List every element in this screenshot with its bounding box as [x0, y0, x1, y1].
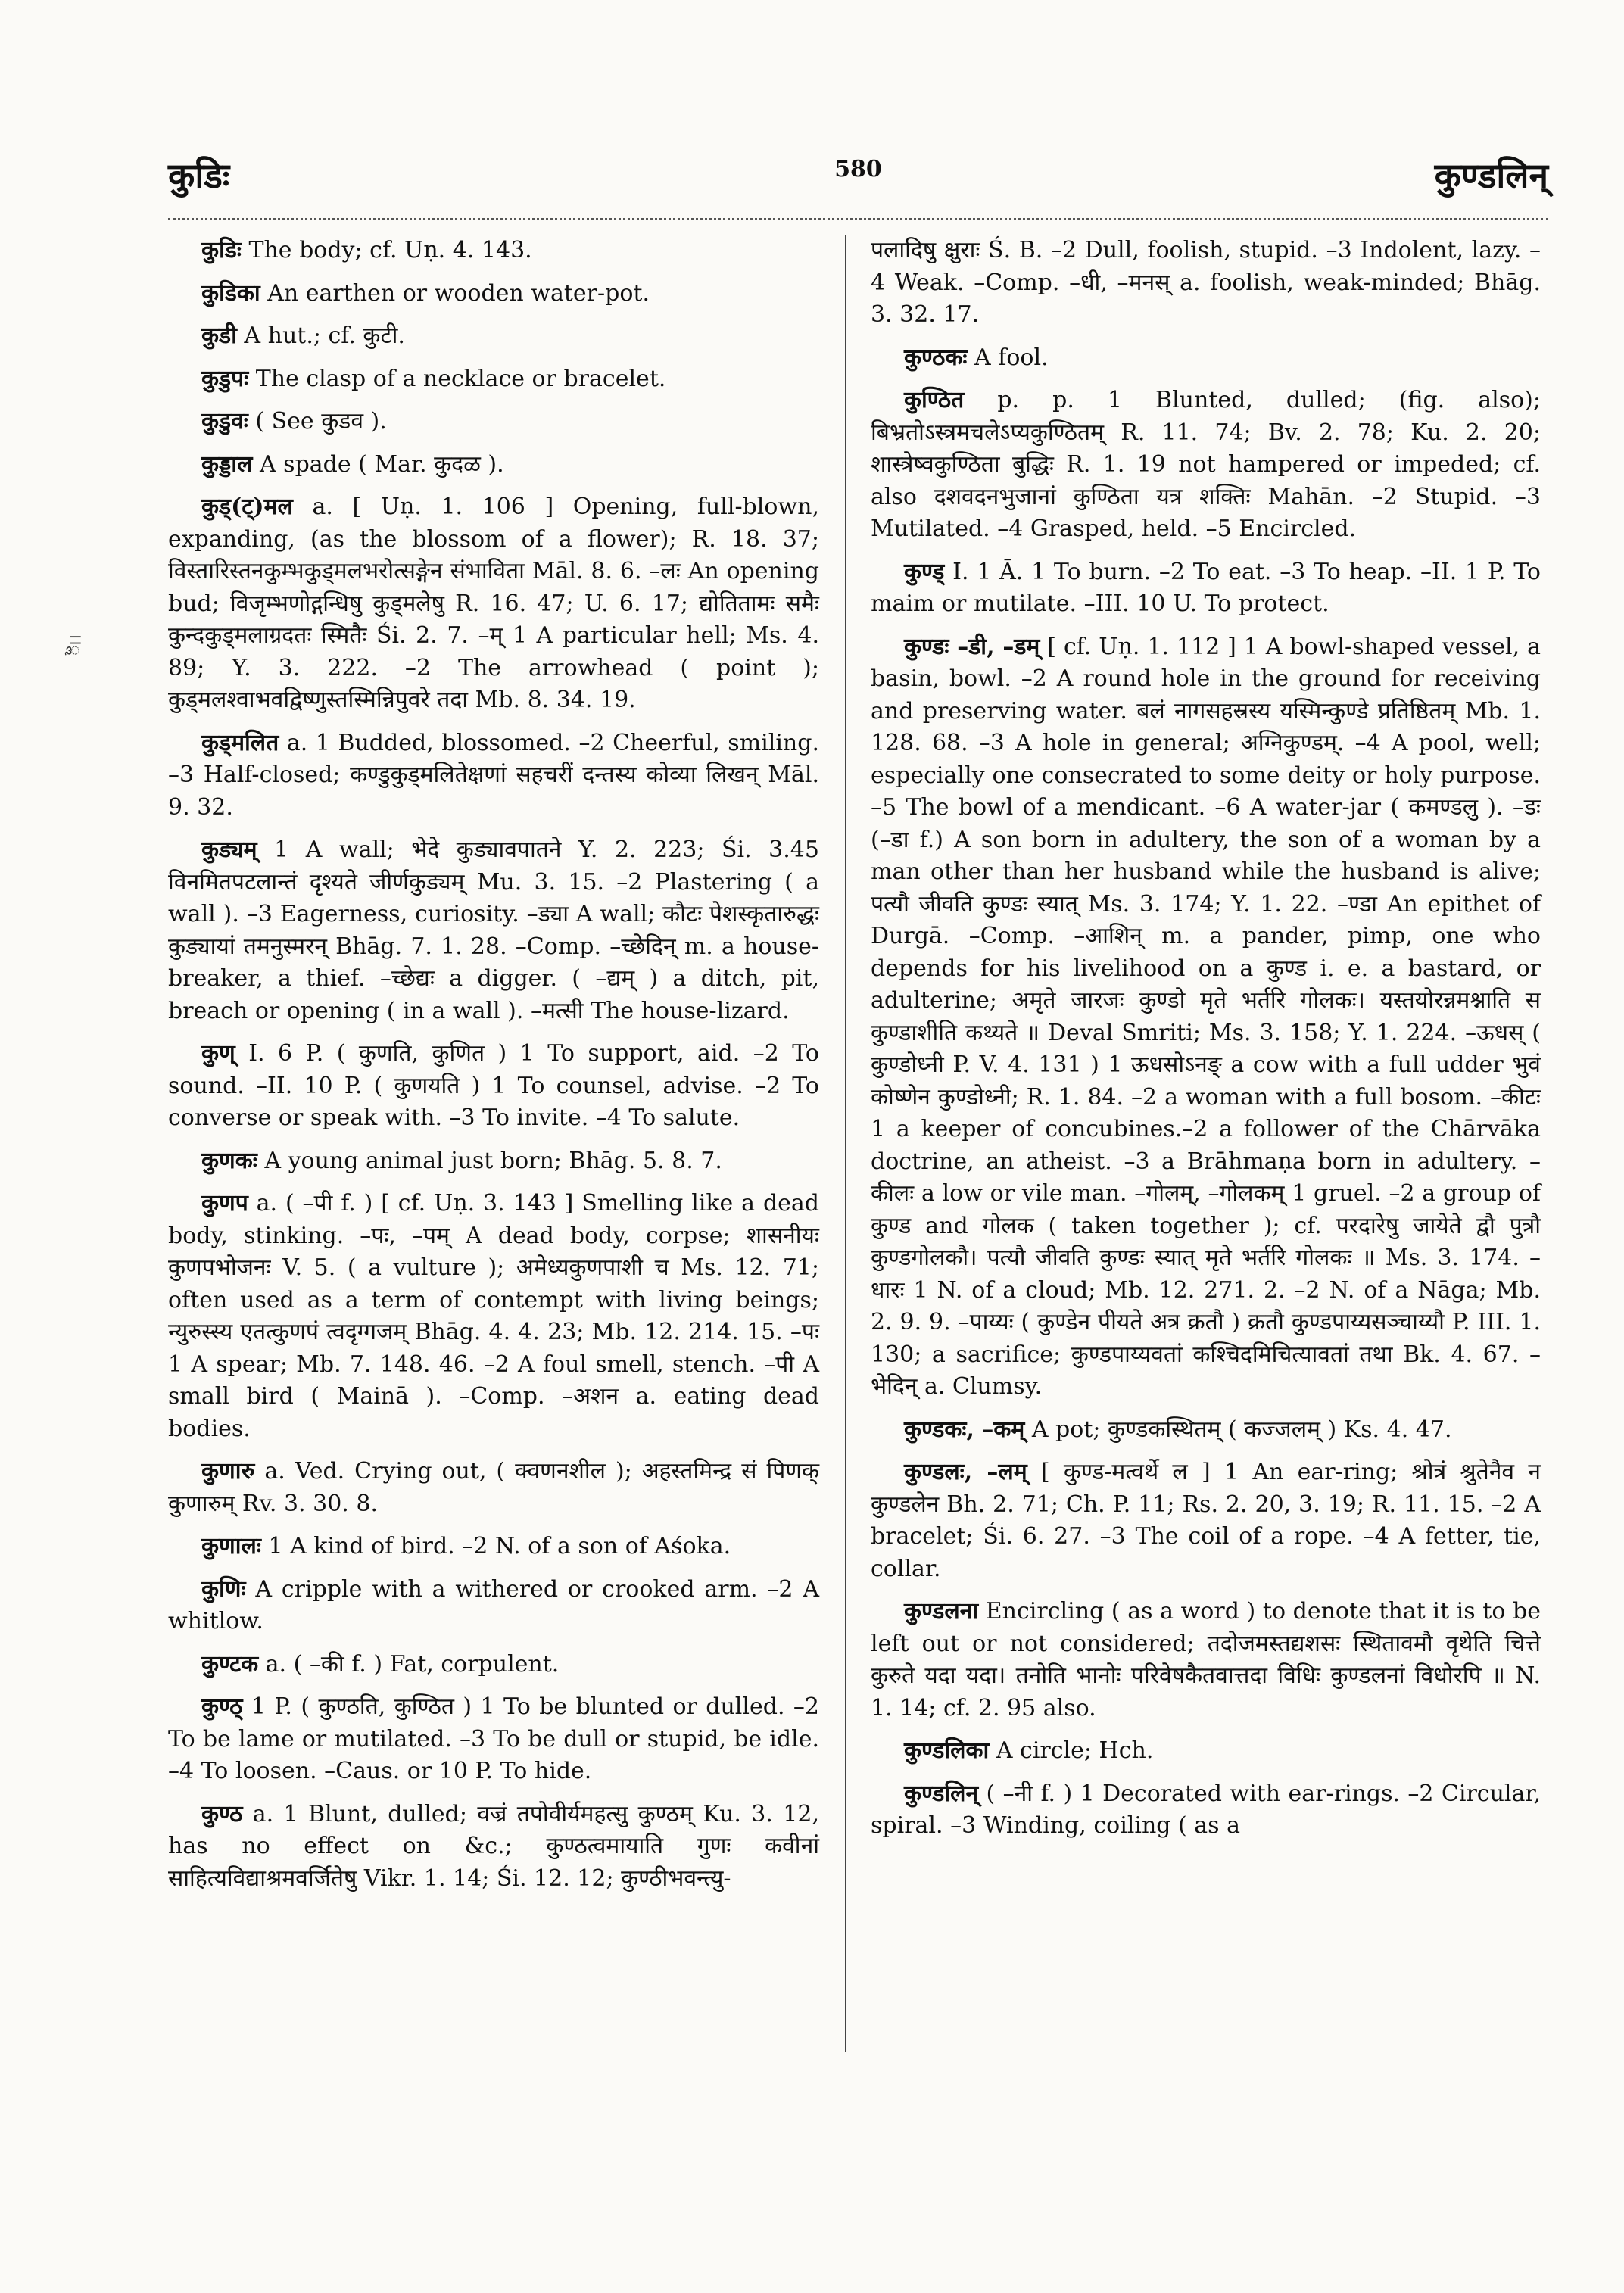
page-header [168, 151, 1548, 204]
dictionary-entry [168, 320, 819, 353]
dictionary-entry [168, 1649, 819, 1681]
entry-headword: कुण्डकः, –कम् [904, 1416, 1025, 1443]
entry-headword: कुडिः [201, 237, 242, 263]
entry-headword: कुणकः [201, 1147, 257, 1174]
entry-definition: Encircling ( as a word ) to denote that it is to be left out or not considered; तदोजमस्तद्यशसः स्थितावमौ वृथेति चित्ते कुरुते यदा यदा। तनोति भानोः परिवेषकैतवात्तदा विधिः कुण्डलनां विधोरपि ॥ N. 1. 14; cf. 2. 95 also. [871, 1598, 1541, 1721]
entry-definition: A pot; कुण्डकस्थितम् ( कज्जलम् ) Ks. 4. 47. [1031, 1416, 1452, 1443]
dictionary-entry [168, 1531, 819, 1563]
dictionary-entry [871, 1778, 1541, 1843]
dictionary-entry [168, 449, 819, 481]
entry-definition: I. 6 P. ( कुणति, कुणित ) 1 To support, aid. –2 To sound. –II. 10 P. ( कुणयति ) 1 To counsel, advise. –2 To converse or speak with. –3 To invite. –4 To salute. [168, 1040, 819, 1131]
dictionary-entry [168, 727, 819, 824]
dictionary-entry [871, 1596, 1541, 1724]
entry-definition: A young animal just born; Bhāg. 5. 8. 7. [264, 1147, 722, 1174]
entry-headword: कुण्टक [201, 1650, 259, 1678]
entry-headword: कुडुपः [201, 365, 249, 392]
entry-definition: I. 1 Ā. 1 To burn. –2 To eat. –3 To heap. –II. 1 P. To maim or mutilate. –III. 10 U. To protect. [871, 558, 1541, 617]
dictionary-entry [168, 1145, 819, 1178]
dictionary-entry [168, 235, 819, 267]
entry-definition: p. p. 1 Blunted, dulled; (fig. also); बिभ्रतोऽस्त्रमचलेऽप्यकुण्ठितम् R. 11. 74; Bv. 2. 78; Ku. 2. 20; शास्त्रेष्वकुण्ठिता बुद्धिः R. 1. 19 not hampered or impeded; cf. also दशवदनभुजानां कुण्ठिता यत्र शक्तिः Mahān. –2 Stupid. –3 Mutilated. –4 Grasped, held. –5 Encircled. [871, 387, 1541, 542]
header-right-word: कुण्डलिन् [1434, 155, 1548, 196]
entry-definition: A circle; Hch. [996, 1737, 1154, 1764]
entry-headword: कुण्ठ [201, 1800, 243, 1827]
entry-definition: A spade ( Mar. कुदळ ). [259, 450, 504, 478]
entry-definition: A hut.; cf. कुटी. [244, 322, 405, 349]
entry-definition: 1 A kind of bird. –2 N. of a son of Aśoka. [268, 1533, 731, 1559]
entry-definition: The body; cf. Uṇ. 4. 143. [248, 237, 532, 263]
entry-headword: कुणप [201, 1190, 248, 1217]
entry-headword: कुणिः [201, 1575, 246, 1603]
entry-headword: कुण्डलिका [904, 1737, 990, 1764]
right-column [871, 235, 1541, 1853]
header-divider [168, 218, 1548, 220]
header-left-word: कुडिः [168, 155, 230, 196]
dictionary-entry [168, 1456, 819, 1520]
entry-definition: [ cf. Uṇ. 1. 112 ] 1 A bowl-shaped vessel, a basin, bowl. –2 A round hole in the ground for receiving and preserving water. बलं नागसहस्रस्य यस्मिन्कुण्डे प्रतिष्ठितम् Mb. 1. 128. 68. –3 A hole in general; अग्निकुण्डम्. –4 A pool, well; especially one consecrated to some deity or holy purpose. –5 The bowl of a mendicant. –6 A water-jar ( कमण्डलु ). –डः (–डा f.) A son born in adultery, the son of a woman by a man other than her husband while the husband is alive; पत्यौ जीवति कुण्डः स्यात् Ms. 3. 174; Y. 1. 22. –ण्डा An epithet of Durgā. –Comp. –आशिन् m. a pander, pimp, one who depends for his livelihood on a कुण्ड i. e. a bastard, or adulterine; अमृते जारजः कुण्डो मृते भर्तरि गोलकः। यस्तयोरन्नमश्नाति स कुण्डाशीति कथ्यते ॥ Deval Smriti; Ms. 3. 158; Y. 1. 224. –ऊधस् ( कुण्डोध्नी P. V. 4. 131 ) 1 ऊधसोऽनङ् a cow with a full udder भुवं कोष्णेन कुण्डोध्नी; R. 1. 84. –2 a woman with a full bosom. –कीटः 1 a keeper of concubines.–2 a follower of the Chārvāka doctrine, an atheist. –3 a Brāhmaṇa born in adultery. –कीलः a low or vile man. –गोलम्, –गोलकम् 1 gruel. –2 a group of कुण्ड and गोलक ( taken together ); cf. परदारेषु जायेते द्वौ पुत्रौ कुण्डगोलकौ। पत्यौ जीवति कुण्डः स्यात् मृते भर्तरि गोलकः ॥ Ms. 3. 174. –धारः 1 N. of a cloud; Mb. 12. 271. 2. –2 N. of a Nāga; Mb. 2. 9. 9. –पाय्यः ( कुण्डेन पीयते अत्र क्रतौ ) क्रतौ कुण्डपाय्यसञ्चाय्यौ P. III. 1. 130; a sacrifice; कुण्डपाय्यवतां कश्चिदमिचित्यावतां तथा Bk. 4. 67. –भेदिन् a. Clumsy. [871, 633, 1541, 1400]
entry-headword: कुड्मलित [201, 729, 279, 756]
entry-definition: 1 A wall; भेदे कुड्यावपातने Y. 2. 223; Śi. 3.45 विनमितपटलान्तं दृश्यते जीर्णकुड्यम् Mu. 3. 15. –2 Plastering ( a wall ). –3 Eagerness, curiosity. –ड्या A wall; कौटः पेशस्कृतारुद्धः कुड्यायां तमनुस्मरन् Bhāg. 7. 1. 28. –Comp. –च्छेदिन् m. a house-breaker, a thief. –च्छेद्यः a digger. ( –द्यम् ) a ditch, pit, breach or opening ( in a wall ). –मत्सी The house-lizard. [168, 837, 819, 1024]
entry-headword: कुण्ड् [904, 558, 945, 585]
entry-headword: कुड्(ट्)मल [201, 494, 293, 520]
entry-definition: पलादिषु क्षुराः Ś. B. –2 Dull, foolish, stupid. –3 Indolent, lazy. –4 Weak. –Comp. –धी, –मनस् a. foolish, weak-minded; Bhāg. 3. 32. 17. [871, 237, 1541, 328]
page-number: 580 [834, 156, 882, 182]
dictionary-entry [168, 406, 819, 438]
entry-headword: कुडी [201, 322, 237, 349]
entry-definition: a. 1 Blunt, dulled; वज्रं तपोवीर्यमहत्सु कुण्ठम् Ku. 3. 12, has no effect on &c.; कुण्ठत्वमायाति गुणः कवीनां साहित्यविद्याश्रमवर्जितेषु Vikr. 1. 14; Śi. 12. 12; कुण्ठीभवन्त्यु- [168, 1800, 819, 1892]
dictionary-entry [871, 556, 1541, 621]
entry-headword: कुड्डाल [201, 450, 253, 478]
entry-headword: कुण्डलना [904, 1598, 979, 1625]
entry-definition: a. Ved. Crying out, ( क्वणनशील ); अहस्तमिन्द्र सं पिणक् कुणारुम् Rv. 3. 30. 8. [168, 1458, 819, 1517]
dictionary-entry [871, 1735, 1541, 1768]
dictionary-entry [871, 235, 1541, 332]
entry-headword: कुडुवः [201, 408, 248, 435]
entry-headword: कुण्डलिन् [904, 1780, 979, 1807]
margin-mark: ।।ॢ [66, 633, 85, 656]
dictionary-entry [168, 1038, 819, 1135]
entry-definition: a. ( –की f. ) Fat, corpulent. [265, 1650, 560, 1678]
entry-definition: An earthen or wooden water-pot. [267, 279, 650, 307]
entry-definition: a. 1 Budded, blossomed. –2 Cheerful, smiling. –3 Half-closed; कण्डुकुड्मलितेक्षणां सहचरीं दन्तस्य कोव्या लिखन् Māl. 9. 32. [168, 729, 819, 821]
dictionary-entry [871, 385, 1541, 546]
entry-definition: The clasp of a necklace or bracelet. [255, 365, 666, 392]
entry-definition: a. ( –पी f. ) [ cf. Uṇ. 3. 143 ] Smelling like a dead body, stinking. –पः, –पम् A dead body, corpse; शासनीयः कुणपभोजनः V. 5. ( a vulture ); अमेध्यकुणपाशी च Ms. 12. 71; often used as a term of contempt with living beings; न्युरुस्स्य एतत्कुणपं त्वदृग्गजम् Bhāg. 4. 4. 23; Mb. 12. 214. 15. –पः 1 A spear; Mb. 7. 148. 46. –2 A foul smell, stench. –पी A small bird ( Mainā ). –Comp. –अशन a. eating dead bodies. [168, 1190, 819, 1442]
entry-headword: कुण्ठकः [904, 344, 968, 371]
entry-definition: ( See कुडव ). [255, 408, 387, 435]
entry-headword: कुण्डः –डी, –डम् [904, 633, 1040, 660]
dictionary-entry [168, 1574, 819, 1638]
dictionary-entry [871, 1414, 1541, 1447]
entry-definition: A cripple with a withered or crooked arm. –2 A whitlow. [168, 1575, 819, 1634]
dictionary-entry [168, 1799, 819, 1896]
dictionary-entry [168, 491, 819, 717]
entry-headword: कुण्ठ् [201, 1693, 243, 1720]
entry-definition: A fool. [974, 344, 1049, 371]
entry-headword: कुणारु [201, 1458, 255, 1485]
dictionary-entry [168, 1188, 819, 1445]
entry-headword: कुणालः [201, 1533, 261, 1559]
entry-headword: कुडिका [201, 279, 260, 307]
dictionary-entry [871, 342, 1541, 375]
dictionary-entry [168, 834, 819, 1027]
dictionary-entry [168, 278, 819, 310]
entry-headword: कुड्यम् [201, 837, 257, 863]
dictionary-entry [168, 363, 819, 396]
left-column [168, 235, 819, 1905]
dictionary-entry [871, 1456, 1541, 1585]
entry-definition: a. [ Uṇ. 1. 106 ] Opening, full-blown, expanding, (as the blossom of a flower); R. 18. 37; विस्तारिस्तनकुम्भकुड्मलभरोत्सङ्गेन संभाविता Māl. 8. 6. –लः An opening bud; विजृम्भणोद्गन्धिषु कुड्मलेषु R. 16. 47; U. 6. 17; द्योतितामः समैः कुन्दकुड्मलाग्रदतः स्मितैः Śi. 2. 7. –म् 1 A particular hell; Ms. 4. 89; Y. 3. 222. –2 The arrowhead ( point ); कुड्मलश्वाभवद्विष्णुस्तस्मिन्निपुवरे तदा Mb. 8. 34. 19. [168, 494, 819, 713]
dictionary-entry [871, 631, 1541, 1404]
column-divider [845, 235, 846, 2052]
entry-headword: कुण्डलः, –लम् [904, 1459, 1027, 1485]
dictionary-entry [168, 1691, 819, 1788]
entry-definition: 1 P. ( कुण्ठति, कुण्ठित ) 1 To be blunted or dulled. –2 To be lame or mutilated. –3 To be dull or stupid, be idle. –4 To loosen. –Caus. or 10 P. To hide. [168, 1693, 819, 1784]
entry-headword: कुण् [201, 1040, 235, 1067]
entry-headword: कुण्ठित [904, 387, 965, 413]
entry-definition: ( –नी f. ) 1 Decorated with ear-rings. –2 Circular, spiral. –3 Winding, coiling ( as a [871, 1780, 1541, 1839]
entry-definition: [ कुण्ड-मत्वर्थे ल ] 1 An ear-ring; श्रोत्रं श्रुतेनैव न कुण्डलेन Bh. 2. 71; Ch. P. 11; Rs. 2. 20, 3. 19; R. 11. 15. –2 A bracelet; Śi. 6. 27. –3 The coil of a rope. –4 A fetter, tie, collar. [871, 1459, 1541, 1582]
